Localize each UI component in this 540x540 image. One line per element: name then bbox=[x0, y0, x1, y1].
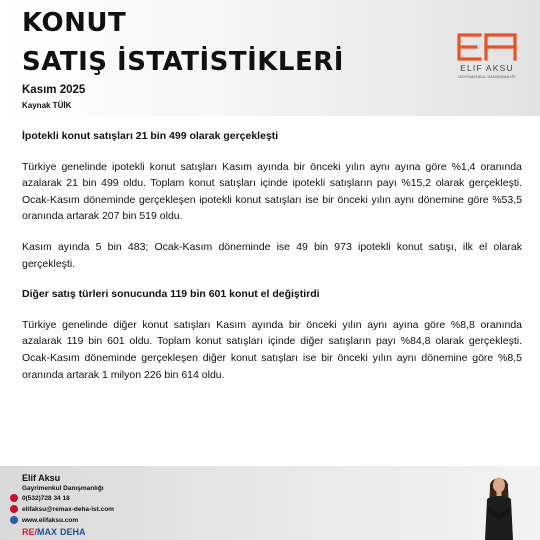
globe-icon bbox=[10, 516, 18, 524]
article bbox=[22, 128, 522, 383]
website-url: www.elifaksu.com bbox=[22, 516, 79, 524]
agent-title: Gayrimenkul Danışmanlığı bbox=[22, 485, 104, 492]
contact-website[interactable] bbox=[10, 516, 78, 524]
footer bbox=[0, 466, 540, 540]
remax-logo bbox=[22, 527, 86, 537]
page-title-line2: SATIŞ İSTATİSTİKLERİ bbox=[22, 47, 344, 77]
brand-logo bbox=[452, 32, 522, 82]
phone-number: 0(532)728 34 18 bbox=[22, 494, 70, 502]
spacer bbox=[22, 225, 522, 239]
header bbox=[0, 0, 540, 116]
spacer bbox=[22, 145, 522, 159]
logo-mark-icon bbox=[455, 32, 519, 62]
email-icon bbox=[10, 505, 18, 513]
remax-max: MAX bbox=[37, 527, 58, 537]
contact-phone[interactable] bbox=[10, 494, 70, 502]
contact-email[interactable] bbox=[10, 505, 114, 513]
logo-name: ELIF AKSU bbox=[460, 63, 514, 73]
email-address: elifaksu@remax-deha-ist.com bbox=[22, 505, 114, 513]
agent-name: Elif Aksu bbox=[22, 473, 61, 483]
phone-icon bbox=[10, 494, 18, 502]
remax-office: DEHA bbox=[60, 527, 86, 537]
data-source: Kaynak TÜİK bbox=[22, 101, 72, 110]
paragraph-mortgage-sales: Türkiye genelinde ipotekli konut satışları Kasım ayında bir önceki yılın aynı ayına göre %1,4 oranında azalarak 21 bin 499 oldu. Toplam konut satışları içinde ipotekli satışların payı %15,2 olarak gerçekleşti. Ocak-Kasım döneminde gerçekleşen ipotekli konut satışları ise bir önceki yılın aynı dönemine göre %53,5 oranında artarak 207 bin 519 oldu. bbox=[22, 160, 522, 223]
remax-re: RE/ bbox=[22, 527, 38, 537]
spacer bbox=[22, 272, 522, 286]
spacer bbox=[22, 303, 522, 317]
section-heading-mortgage: İpotekli konut satışları 21 bin 499 olarak gerçekleşti bbox=[22, 130, 279, 142]
report-date: Kasım 2025 bbox=[22, 84, 86, 96]
paragraph-first-hand-sales: Kasım ayında 5 bin 483; Ocak-Kasım döneminde ise 49 bin 973 ipotekli konut satışı, ilk el olarak gerçekleşti. bbox=[22, 240, 522, 270]
agent-photo bbox=[478, 470, 520, 540]
page-title-line1: KONUT bbox=[22, 8, 127, 38]
logo-subtitle: GAYRIMENKUL DANIŞMANLIĞI bbox=[458, 75, 516, 79]
paragraph-other-sales: Türkiye genelinde diğer konut satışları Kasım ayında bir önceki yılın aynı ayına göre %8,8 oranında azalarak 119 bin 601 oldu. Toplam konut satışları içinde diğer satışların payı %84,8 olarak gerçekleşti. Ocak-Kasım döneminde gerçekleşen diğer konut satışları ise bir önceki yılın aynı dönemine göre %8,5 oranında artarak 1 milyon 226 bin 614 oldu. bbox=[22, 318, 522, 381]
section-heading-other-sales: Diğer satış türleri sonucunda 119 bin 601 konut el değiştirdi bbox=[22, 288, 320, 301]
